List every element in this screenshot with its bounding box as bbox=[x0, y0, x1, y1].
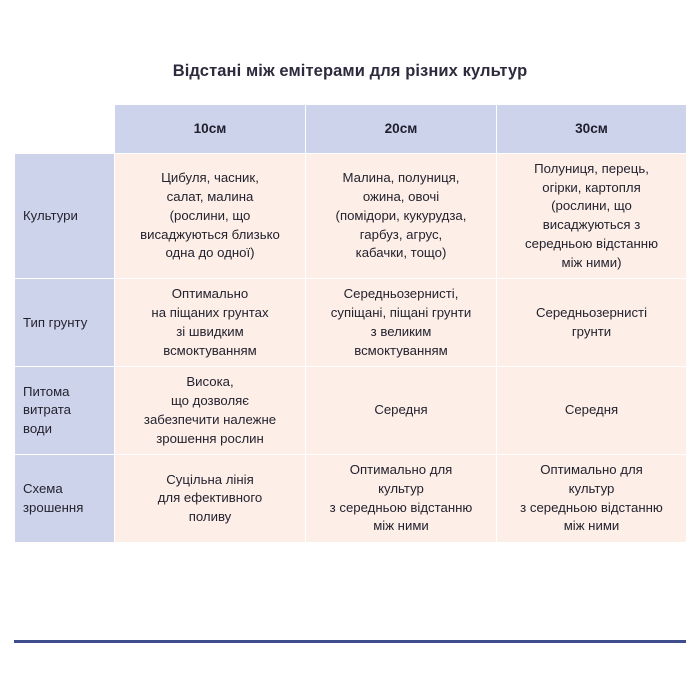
cell-scheme-30cm: Оптимально для культур з середньою відстанню між ними bbox=[497, 455, 687, 543]
table-row bbox=[15, 367, 687, 455]
cell-scheme-10cm: Суцільна лінія для ефективного поливу bbox=[115, 455, 306, 543]
cell-crops-20cm: Малина, полуниця, ожина, овочі (помідори, кукурудза, гарбуз, агрус, кабачки, тощо) bbox=[306, 154, 497, 279]
table-header-row bbox=[15, 105, 687, 154]
column-header-20cm: 20см bbox=[306, 105, 497, 154]
cell-scheme-20cm: Оптимально для культур з середньою відстанню між ними bbox=[306, 455, 497, 543]
comparison-table bbox=[14, 104, 687, 543]
row-header-water-use: Питома витрата води bbox=[15, 367, 115, 455]
cell-water-10cm: Висока, що дозволяє забезпечити належне зрошення рослин bbox=[115, 367, 306, 455]
cell-water-20cm: Середня bbox=[306, 367, 497, 455]
table-row bbox=[15, 154, 687, 279]
row-header-irrigation-scheme: Схема зрошення bbox=[15, 455, 115, 543]
bottom-divider bbox=[14, 640, 686, 643]
table-row bbox=[15, 455, 687, 543]
page-title: Відстані між емітерами для різних культур bbox=[172, 62, 528, 80]
table-row bbox=[15, 279, 687, 367]
row-header-crops: Культури bbox=[15, 154, 115, 279]
row-header-soil-type: Тип грунту bbox=[15, 279, 115, 367]
cell-crops-10cm: Цибуля, часник, салат, малина (рослини, що висаджуються близько одна до одної) bbox=[115, 154, 306, 279]
cell-water-30cm: Середня bbox=[497, 367, 687, 455]
cell-soil-30cm: Середньозернисті грунти bbox=[497, 279, 687, 367]
column-header-30cm: 30см bbox=[497, 105, 687, 154]
cell-soil-10cm: Оптимально на піщаних грунтах зі швидким всмоктуванням bbox=[115, 279, 306, 367]
table-corner-cell bbox=[15, 105, 115, 154]
cell-soil-20cm: Середньозернисті, супіщані, піщані грунти з великим всмоктуванням bbox=[306, 279, 497, 367]
column-header-10cm: 10см bbox=[115, 105, 306, 154]
cell-crops-30cm: Полуниця, перець, огірки, картопля (рослини, що висаджуються з середньою відстанню між ними) bbox=[497, 154, 687, 279]
